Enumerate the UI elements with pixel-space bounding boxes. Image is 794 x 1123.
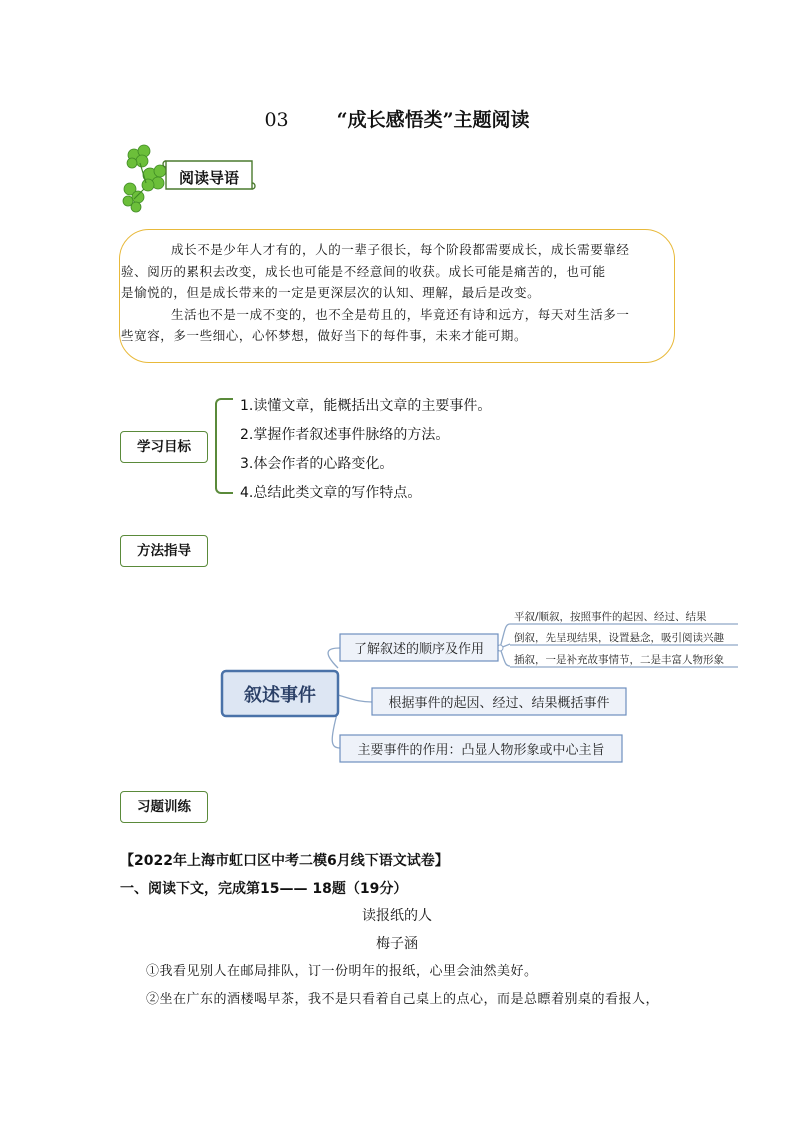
mindmap-root: 叙述事件 [244,685,316,706]
title-number: 03 [264,109,289,131]
mindmap-branch: 主要事件的作用：凸显人物形象或中心主旨 [357,743,605,758]
learning-goals-label: 学习目标 [120,431,208,463]
page-title [0,105,794,132]
goals-bracket [215,398,233,494]
article-paragraph: ①我看见别人在邮局排队，订一份明年的报纸，心里会油然美好。 [146,964,538,979]
goal-item: 2.掌握作者叙述事件脉络的方法。 [240,427,450,443]
article-paragraph: ②坐在广东的酒楼喝早茶，我不是只看着自己桌上的点心，而是总瞟着别桌的看报人， [146,992,660,1007]
intro-line: 些宽容，多一些细心，心怀梦想，做好当下的每件事，未来才能可期。 [121,328,528,343]
article-title: 读报纸的人 [362,908,432,924]
intro-paragraph-2 [121,304,652,347]
goal-item: 3.体会作者的心路变化。 [240,456,394,472]
title-text: “成长感悟类”主题阅读 [336,109,530,131]
mindmap-leaf: 倒叙，先呈现结果，设置悬念，吸引阅读兴趣 [514,632,724,644]
intro-line: 成长不是少年人才有的，人的一辈子很长，每个阶段都需要成长，成长需要靠经 [171,242,630,257]
exam-source: 【2022年上海市虹口区中考二模6月线下语文试卷】 [120,853,449,869]
mindmap-branch: 根据事件的起因、经过、结果概括事件 [388,696,610,711]
exam-question: 一、阅读下文，完成第15—— 18题（19分） [120,881,408,897]
mindmap-leaf: 平叙/顺叙，按照事件的起因、经过、结果 [514,611,707,623]
intro-line: 是愉悦的，但是成长带来的一定是更深层次的认知、理解，最后是改变。 [121,285,541,300]
article-author: 梅子涵 [376,936,418,952]
mindmap [0,600,794,770]
goal-item: 4.总结此类文章的写作特点。 [240,485,422,501]
method-guide-label: 方法指导 [120,535,208,567]
intro-paragraph-1 [121,239,652,304]
intro-line: 验、阅历的累积去改变，成长也可能是不经意间的收获。成长可能是痛苦的，也可能 [121,263,606,279]
mindmap-branch: 了解叙述的顺序及作用 [353,642,485,657]
reading-guide-label: 阅读导语 [178,169,239,187]
reading-guide-box [119,229,675,363]
goal-item: 1.读懂文章，能概括出文章的主要事件。 [240,398,492,414]
intro-line: 生活也不是一成不变的，也不全是苟且的，毕竟还有诗和远方，每天对生活多一 [171,306,630,322]
mindmap-leaf: 插叙，一是补充故事情节，二是丰富人物形象 [514,654,724,666]
exercise-label: 习题训练 [120,791,208,823]
